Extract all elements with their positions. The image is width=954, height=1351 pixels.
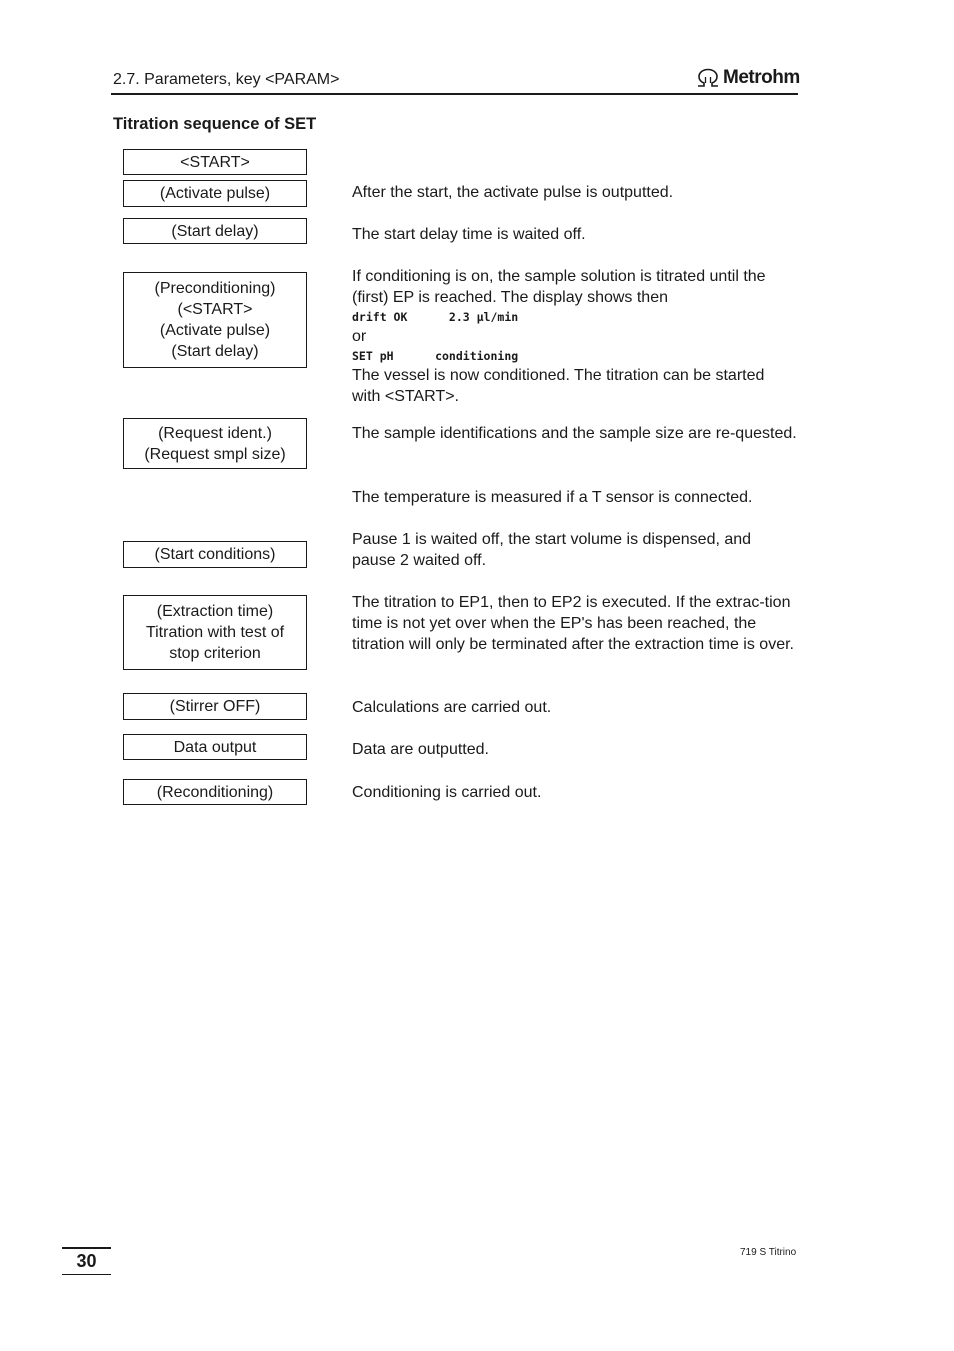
box-line: (<START> xyxy=(177,301,253,318)
step-description: The titration to EP1, then to EP2 is executed. If the extrac-tion time is not yet over when the EP's has been reached, the titration will only be terminated after the extraction time is over. xyxy=(352,594,794,653)
step-description: The temperature is measured if a T sensor is connected. xyxy=(352,489,753,506)
box-line: (Preconditioning) xyxy=(154,280,276,297)
box-line: stop criterion xyxy=(169,645,261,662)
box-line: (Activate pulse) xyxy=(159,322,271,339)
page-number: 30 xyxy=(76,1251,97,1271)
flow-box-stirrer-off xyxy=(123,693,307,720)
section-title: 2.7. Parameters, key <PARAM> xyxy=(113,71,340,88)
step-description: Calculations are carried out. xyxy=(352,699,552,716)
box-line: (Reconditioning) xyxy=(156,783,274,801)
box-line: (Request smpl size) xyxy=(144,445,286,463)
box-line: (Start conditions) xyxy=(154,546,276,563)
box-line: (Request ident.) xyxy=(158,424,272,442)
box-line: (Activate pulse) xyxy=(159,185,271,202)
description-text: If conditioning is on, the sample solution is titrated until the (first) EP is reached. The display shows then xyxy=(352,268,766,306)
description-text: The vessel is now conditioned. The titration can be started with <START>. xyxy=(352,367,765,405)
step-description: Pause 1 is waited off, the start volume is dispensed, and pause 2 waited off. xyxy=(352,531,752,569)
box-line: Titration with test of xyxy=(145,624,285,641)
header-rule xyxy=(111,93,798,95)
flow-box-reconditioning xyxy=(123,779,307,805)
box-line: Data output xyxy=(173,738,257,756)
flow-box-extraction-time xyxy=(123,595,307,670)
display-readout: drift OK 2.3 µl/min xyxy=(352,310,519,324)
step-description: After the start, the activate pulse is outputted. xyxy=(352,184,674,201)
step-description-preconditioning xyxy=(352,266,797,407)
box-line: (Stirrer OFF) xyxy=(169,698,261,715)
logo-text: Metrohm xyxy=(723,67,800,88)
page-number-underline xyxy=(62,1274,111,1275)
box-line: (Extraction time) xyxy=(156,603,274,620)
flow-box-start-delay xyxy=(123,218,307,244)
description-text: or xyxy=(352,328,367,345)
display-readout: SET pH conditioning xyxy=(352,349,519,363)
box-line: (Start delay) xyxy=(171,343,259,360)
product-name: 719 S Titrino xyxy=(740,1247,797,1258)
omega-icon xyxy=(696,68,720,88)
flow-box-data-output xyxy=(123,734,307,760)
step-description: Data are outputted. xyxy=(352,741,489,758)
flow-box-start-conditions xyxy=(123,541,307,568)
step-description: Conditioning is carried out. xyxy=(352,784,542,801)
flow-box-request-ident xyxy=(123,418,307,469)
flow-box-start xyxy=(123,149,307,175)
section-heading: Titration sequence of SET xyxy=(113,115,317,133)
page-number-rule xyxy=(62,1247,111,1249)
flow-box-preconditioning xyxy=(123,272,307,368)
step-description: The start delay time is waited off. xyxy=(352,226,586,243)
metrohm-logo xyxy=(696,66,800,90)
step-description: The sample identifications and the sample size are re-quested. xyxy=(352,425,797,442)
flow-box-activate-pulse xyxy=(123,180,307,207)
box-line: <START> xyxy=(180,153,250,171)
box-line: (Start delay) xyxy=(171,222,259,240)
